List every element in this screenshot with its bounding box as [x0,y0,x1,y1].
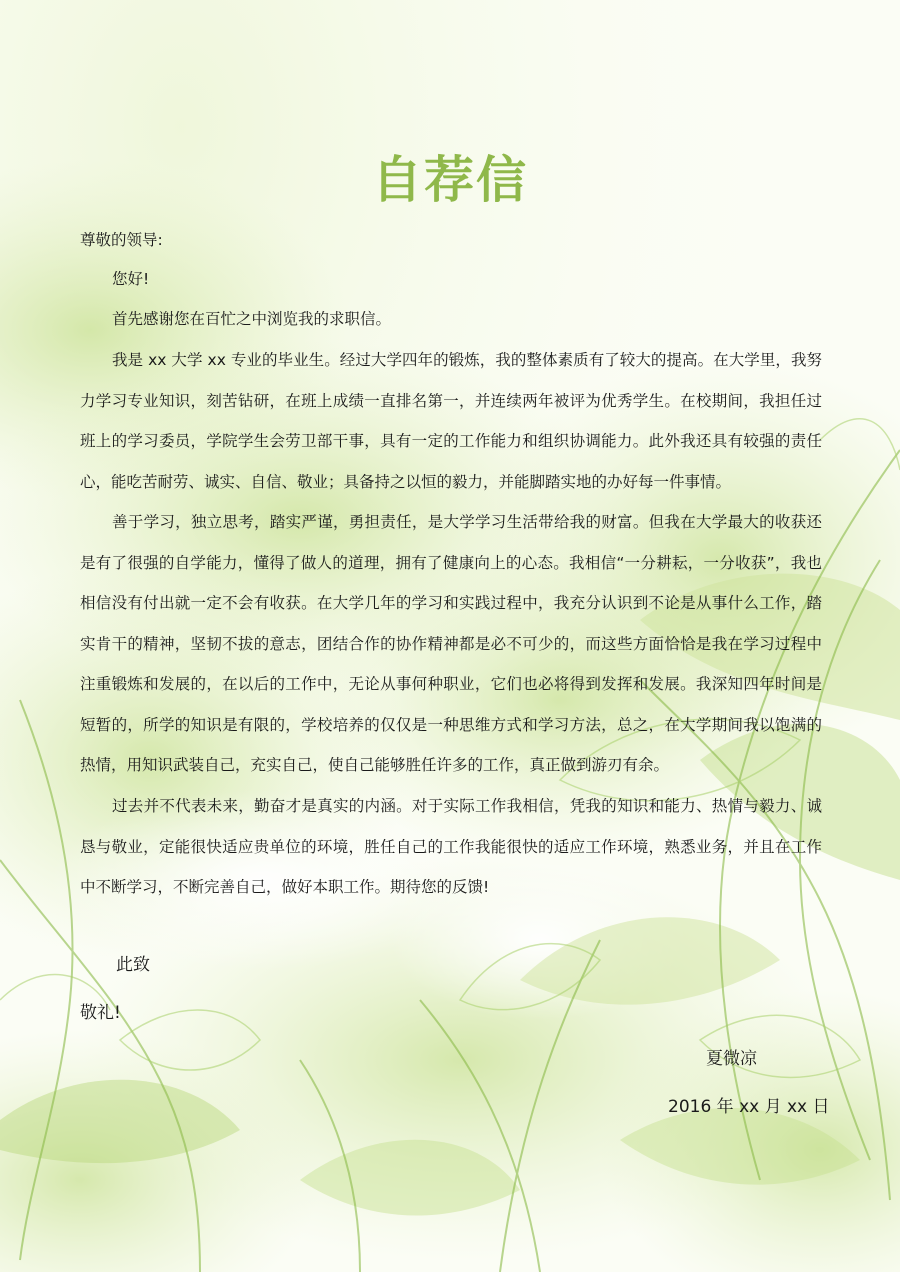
page-title: 自荐信 [372,151,528,209]
paragraph-outlook: 过去并不代表未来，勤奋才是真实的内涵。对于实际工作我相信，凭我的知识和能力、热情与毅力、诚恳与敬业，定能很快适应贵单位的环境，胜任自己的工作我能很快的适应工作环境，熟悉业务，并且在工作中不断学习，不断完善自己，做好本职工作。期待您的反馈! [80,797,822,896]
paragraph-learning: 善于学习，独立思考，踏实严谨，勇担责任，是大学学习生活带给我的财富。但我在大学最大的收获还是有了很强的自学能力，懂得了做人的道理，拥有了健康向上的心态。我相信“一分耕耘，一分收获”，我也相信没有付出就一定不会有收获。在大学几年的学习和实践过程中，我充分认识到不论是从事什么工作，踏实肯干的精神，坚韧不拔的意志，团结合作的协作精神都是必不可少的，而这些方面恰恰是我在学习过程中注重锻炼和发展的，在以后的工作中，无论从事何种职业，它们也必将得到发挥和发展。我深知四年时间是短暂的，所学的知识是有限的，学校培养的仅仅是一种思维方式和学习方法，总之，在大学期间我以饱满的热情，用知识武装自己，充实自己，使自己能够胜任许多的工作，真正做到游刃有余。 [80,513,822,774]
signature: 夏微凉 [706,1049,757,1069]
date: 2016 年 xx 月 xx 日 [668,1097,830,1117]
regards: 敬礼! [80,1003,121,1023]
paragraph-intro: 首先感谢您在百忙之中浏览我的求职信。 [112,310,392,328]
paragraph-background: 我是 xx 大学 xx 专业的毕业生。经过大学四年的锻炼，我的整体素质有了较大的提高。在大学里，我努力学习专业知识，刻苦钻研，在班上成绩一直排名第一，并连续两年被评为优秀学生。在校期间，我担任过班上的学习委员，学院学生会劳卫部干事，具有一定的工作能力和组织协调能力。此外我还具有较强的责任心，能吃苦耐劳、诚实、自信、敬业；具备持之以恒的毅力，并能脚踏实地的办好每一件事情。 [80,351,822,491]
salutation: 尊敬的领导: [80,231,163,249]
closing: 此致 [116,955,150,975]
greeting: 您好! [112,270,150,288]
